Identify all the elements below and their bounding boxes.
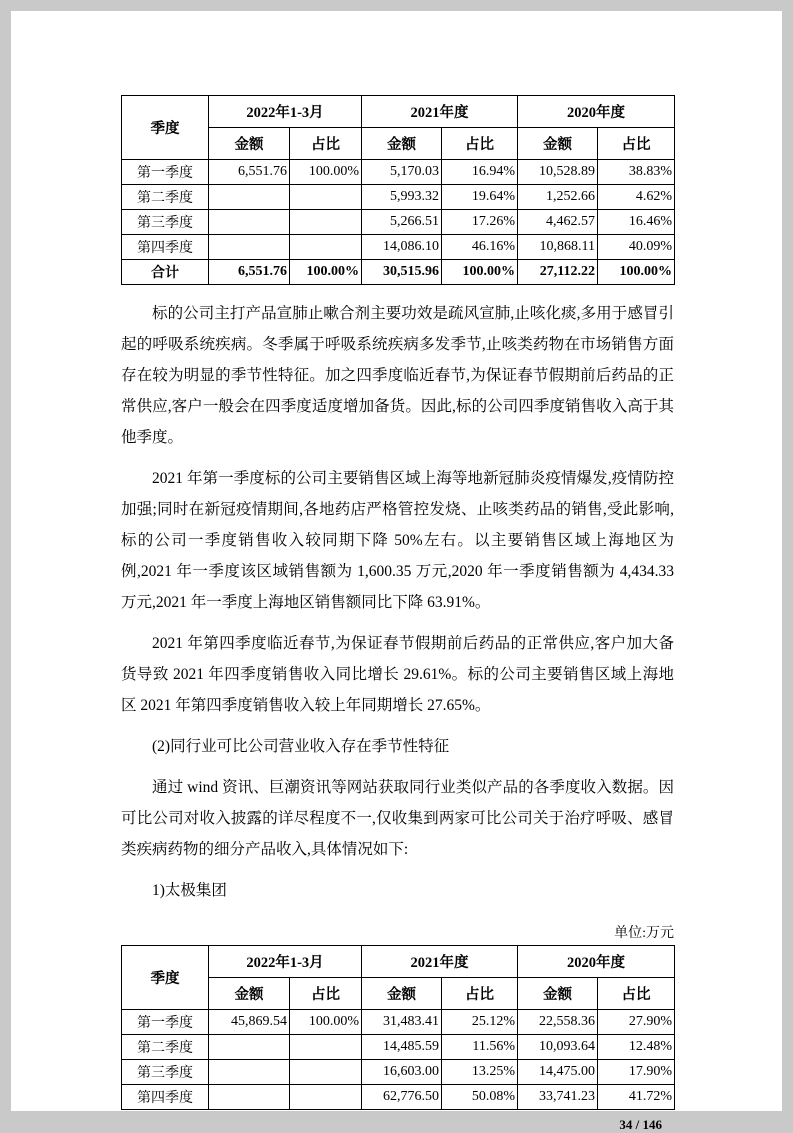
- value-cell: 46.16%: [442, 235, 518, 260]
- value-cell: [209, 1035, 290, 1060]
- taiji-group-quarterly-revenue-table: [121, 945, 675, 1110]
- value-cell: 5,993.32: [362, 185, 442, 210]
- value-cell: [290, 1035, 362, 1060]
- value-cell: 17.26%: [442, 210, 518, 235]
- value-cell: [209, 235, 290, 260]
- value-cell: 100.00%: [290, 160, 362, 185]
- table-row: [122, 260, 675, 285]
- value-cell: 33,741.23: [518, 1085, 598, 1110]
- quarter-cell: 第四季度: [122, 235, 209, 260]
- value-cell: 100.00%: [598, 260, 675, 285]
- col-header-amount-2021: 金额: [362, 978, 442, 1010]
- col-header-amount-2021: 金额: [362, 128, 442, 160]
- table-row: [122, 160, 675, 185]
- table-body: [122, 1010, 675, 1110]
- value-cell: 10,868.11: [518, 235, 598, 260]
- value-cell: 100.00%: [442, 260, 518, 285]
- table-row: [122, 185, 675, 210]
- value-cell: 11.56%: [442, 1035, 518, 1060]
- value-cell: 16,603.00: [362, 1060, 442, 1085]
- col-group-2021: 2021年度: [362, 96, 518, 128]
- quarter-cell: 第一季度: [122, 1010, 209, 1035]
- value-cell: 14,475.00: [518, 1060, 598, 1085]
- value-cell: 50.08%: [442, 1085, 518, 1110]
- table-row: [122, 235, 675, 260]
- col-header-amount-2020: 金额: [518, 978, 598, 1010]
- quarter-cell: 第四季度: [122, 1085, 209, 1110]
- value-cell: 14,485.59: [362, 1035, 442, 1060]
- value-cell: [290, 1060, 362, 1085]
- value-cell: 14,086.10: [362, 235, 442, 260]
- value-cell: 22,558.36: [518, 1010, 598, 1035]
- value-cell: 27.90%: [598, 1010, 675, 1035]
- value-cell: [290, 1085, 362, 1110]
- col-header-amount-2022: 金额: [209, 978, 290, 1010]
- table-header: [122, 946, 675, 1010]
- col-header-share-2021: 占比: [442, 978, 518, 1010]
- value-cell: [209, 1085, 290, 1110]
- col-header-share-2020: 占比: [598, 128, 675, 160]
- paragraph-data-sources: 通过 wind 资讯、巨潮资讯等网站获取同行业类似产品的各季度收入数据。因可比公司对收入披露的详尽程度不一,仅收集到两家可比公司关于治疗呼吸、感冒类疾病药物的细分产品收入,具体情况如下:: [121, 779, 674, 858]
- paragraph-product-seasonality: 标的公司主打产品宣肺止嗽合剂主要功效是疏风宣肺,止咳化痰,多用于感冒引起的呼吸系统疾病。冬季属于呼吸系统疾病多发季节,止咳类药物在市场销售方面存在较为明显的季节性特征。加之四季度临近春节,为保证春节假期前后药品的正常供应,客户一般会在四季度适度增加备货。因此,标的公司四季度销售收入高于其他季度。: [121, 305, 674, 446]
- value-cell: 30,515.96: [362, 260, 442, 285]
- col-header-share-2022: 占比: [290, 128, 362, 160]
- value-cell: 17.90%: [598, 1060, 675, 1085]
- value-cell: 19.64%: [442, 185, 518, 210]
- col-header-amount-2020: 金额: [518, 128, 598, 160]
- quarter-cell: 第二季度: [122, 1035, 209, 1060]
- col-group-2020: 2020年度: [518, 96, 675, 128]
- quarter-cell: 合计: [122, 260, 209, 285]
- col-group-2021: 2021年度: [362, 946, 518, 978]
- heading-taiji-group: 1)太极集团: [152, 882, 227, 899]
- value-cell: 10,093.64: [518, 1035, 598, 1060]
- paragraph-2021q4-growth: 2021 年第四季度临近春节,为保证春节假期前后药品的正常供应,客户加大备货导致 2021 年四季度销售收入同比增长 29.61%。标的公司主要销售区域上海地区 2021 年第四季度销售收入较上年同期增长 27.65%。: [121, 635, 674, 714]
- value-cell: 12.48%: [598, 1035, 675, 1060]
- table-header-row-groups: [122, 96, 675, 128]
- table-header: [122, 96, 675, 160]
- value-cell: [209, 210, 290, 235]
- col-header-quarter: 季度: [122, 96, 209, 160]
- value-cell: 6,551.76: [209, 260, 290, 285]
- value-cell: 6,551.76: [209, 160, 290, 185]
- col-header-share-2021: 占比: [442, 128, 518, 160]
- value-cell: 25.12%: [442, 1010, 518, 1035]
- table-header-row-groups: [122, 946, 675, 978]
- value-cell: 100.00%: [290, 1010, 362, 1035]
- value-cell: 16.46%: [598, 210, 675, 235]
- table-row: [122, 1060, 675, 1085]
- value-cell: 10,528.89: [518, 160, 598, 185]
- document-page: [11, 11, 782, 1132]
- table-row: [122, 1085, 675, 1110]
- value-cell: 40.09%: [598, 235, 675, 260]
- table-row: [122, 210, 675, 235]
- value-cell: 4,462.57: [518, 210, 598, 235]
- target-company-quarterly-revenue-table: [121, 95, 675, 285]
- value-cell: [290, 235, 362, 260]
- col-header-share-2020: 占比: [598, 978, 675, 1010]
- value-cell: 1,252.66: [518, 185, 598, 210]
- value-cell: [209, 1060, 290, 1085]
- value-cell: 5,170.03: [362, 160, 442, 185]
- paragraph-2021q1-covid-impact: 2021 年第一季度标的公司主要销售区域上海等地新冠肺炎疫情爆发,疫情防控加强;同时在新冠疫情期间,各地药店严格管控发烧、止咳类药品的销售,受此影响,标的公司一季度销售收入较同期下降 50%左右。以主要销售区域上海地区为例,2021 年一季度该区域销售额为 1,600.35 万元,2020 年一季度销售额为 4,434.33 万元,2021 年一季度上海地区销售额同比下降 63.91%。: [121, 470, 674, 611]
- value-cell: 16.94%: [442, 160, 518, 185]
- page-number: 34 / 146: [619, 1117, 662, 1132]
- col-header-share-2022: 占比: [290, 978, 362, 1010]
- value-cell: 38.83%: [598, 160, 675, 185]
- value-cell: 13.25%: [442, 1060, 518, 1085]
- value-cell: 4.62%: [598, 185, 675, 210]
- table-row: [122, 1010, 675, 1035]
- value-cell: 5,266.51: [362, 210, 442, 235]
- col-group-2022: 2022年1-3月: [209, 946, 362, 978]
- heading-comparable-companies: (2)同行业可比公司营业收入存在季节性特征: [152, 738, 450, 755]
- quarter-cell: 第一季度: [122, 160, 209, 185]
- value-cell: 27,112.22: [518, 260, 598, 285]
- quarter-cell: 第三季度: [122, 1060, 209, 1085]
- quarter-cell: 第三季度: [122, 210, 209, 235]
- unit-label: 单位:万元: [614, 926, 674, 941]
- value-cell: 31,483.41: [362, 1010, 442, 1035]
- value-cell: 41.72%: [598, 1085, 675, 1110]
- value-cell: [209, 185, 290, 210]
- value-cell: [290, 210, 362, 235]
- value-cell: 45,869.54: [209, 1010, 290, 1035]
- col-group-2022: 2022年1-3月: [209, 96, 362, 128]
- value-cell: 100.00%: [290, 260, 362, 285]
- col-header-quarter: 季度: [122, 946, 209, 1010]
- col-group-2020: 2020年度: [518, 946, 675, 978]
- quarter-cell: 第二季度: [122, 185, 209, 210]
- table-body: [122, 160, 675, 285]
- value-cell: [290, 185, 362, 210]
- value-cell: 62,776.50: [362, 1085, 442, 1110]
- col-header-amount-2022: 金额: [209, 128, 290, 160]
- table-row: [122, 1035, 675, 1060]
